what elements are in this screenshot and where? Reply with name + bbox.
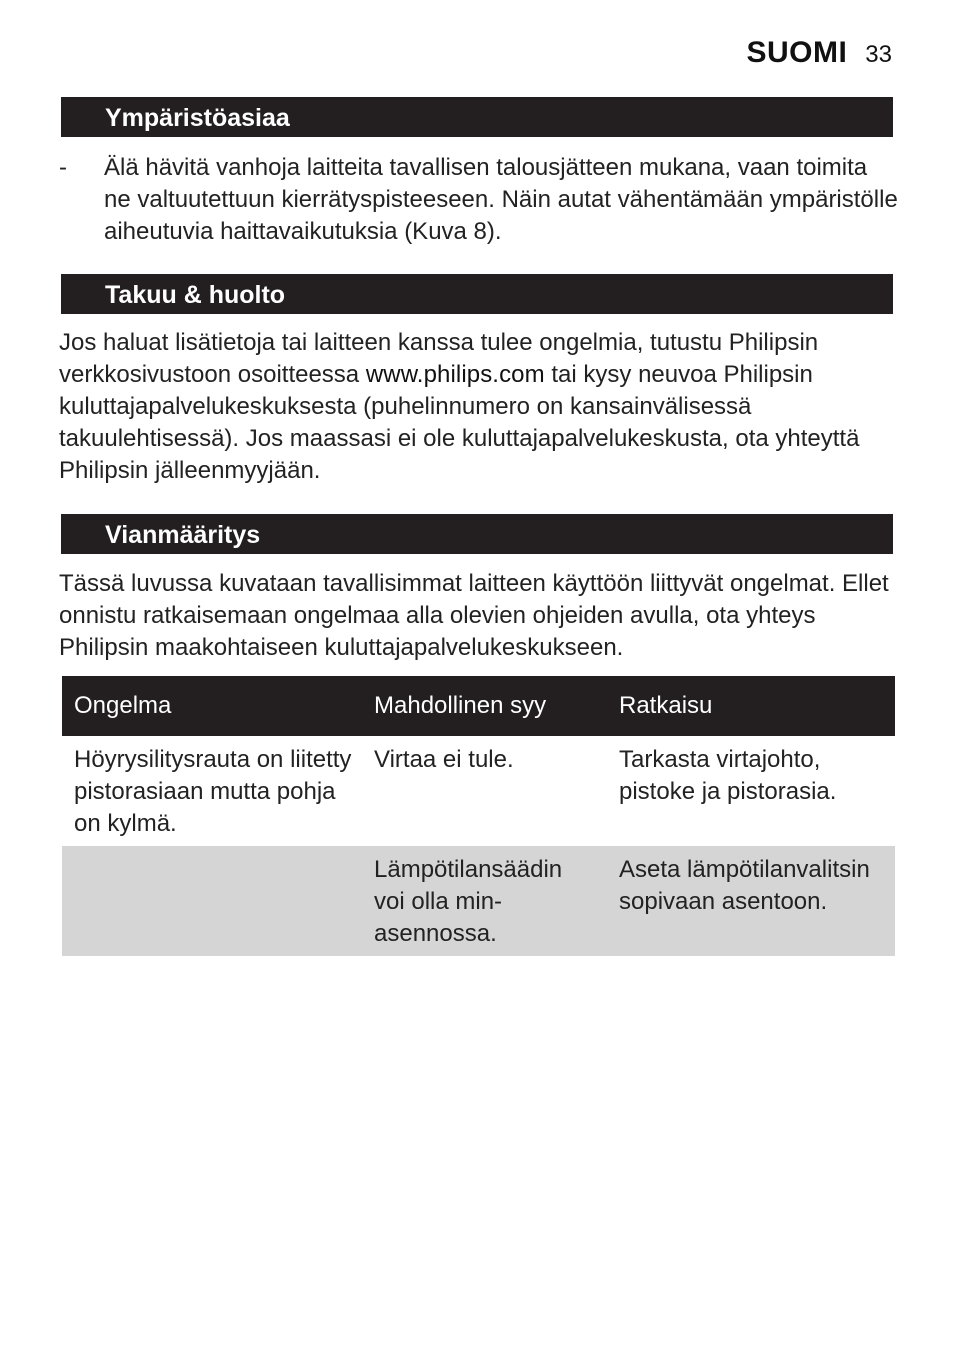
table-header-row: [62, 676, 895, 736]
column-header-problem: Ongelma: [62, 676, 362, 736]
section-heading-environment: Ympäristöasiaa: [61, 97, 893, 137]
warranty-text-end: tai kysy neuvoa Philipsin kuluttajapalvelukeskuksesta (puhelinnumero on kansainvälisessä takuulehtisessä). Jos maassasi ei ole kuluttajapalvelukeskusta, ota yhteyttä Philipsin jälleenmyyjään.: [59, 361, 860, 484]
environment-text: Älä hävitä vanhoja laitteita tavallisen talousjätteen mukana, vaan toimita ne valtuutettuun kierrätyspisteeseen. Näin autat vähentämään ympäristölle aiheutuvia haittavaikutuksia (Kuva 8).: [104, 154, 898, 245]
section-heading-troubleshooting: Vianmääritys: [61, 514, 893, 554]
language-label: SUOMI: [746, 36, 848, 69]
table-cell-cause: Lämpötilansäädin voi olla min-asennossa.: [362, 846, 607, 956]
warranty-text-start: Jos haluat lisätietoja tai laitteen kanssa tulee ongelmia, tutustu Philipsin verkkosivustoon osoitteessa: [59, 329, 819, 388]
table-cell-solution: Tarkasta virtajohto, pistoke ja pistorasia.: [619, 746, 837, 805]
table-cell-cause: Virtaa ei tule.: [374, 746, 514, 773]
troubleshooting-table: [62, 676, 895, 956]
philips-website-link[interactable]: www.philips.com: [365, 361, 545, 388]
page-number: 33: [865, 41, 892, 68]
table-row: [62, 846, 895, 956]
bullet-dash: -: [59, 154, 67, 181]
table-cell-solution: Aseta lämpötilanvalitsin sopivaan asentoon.: [607, 846, 895, 956]
table-cell-problem: Höyrysilitysrauta on liitetty pistorasiaan mutta pohja on kylmä.: [74, 746, 352, 837]
troubleshooting-intro: Tässä luvussa kuvataan tavallisimmat laitteen käyttöön liittyvät ongelmat. Ellet onnistu ratkaisemaan ongelmaa alla olevien ohjeiden avulla, ota yhteys Philipsin maakohtaiseen kuluttajapalvelukeskukseen.: [59, 570, 889, 661]
page-header: [746, 36, 892, 70]
column-header-cause: Mahdollinen syy: [362, 676, 607, 736]
table-cell-problem: [62, 846, 362, 956]
section-heading-warranty: Takuu & huolto: [61, 274, 893, 314]
environment-bullet-item: [59, 152, 899, 248]
warranty-paragraph: [59, 327, 899, 487]
column-header-solution: Ratkaisu: [607, 676, 895, 736]
table-row: [62, 736, 895, 846]
